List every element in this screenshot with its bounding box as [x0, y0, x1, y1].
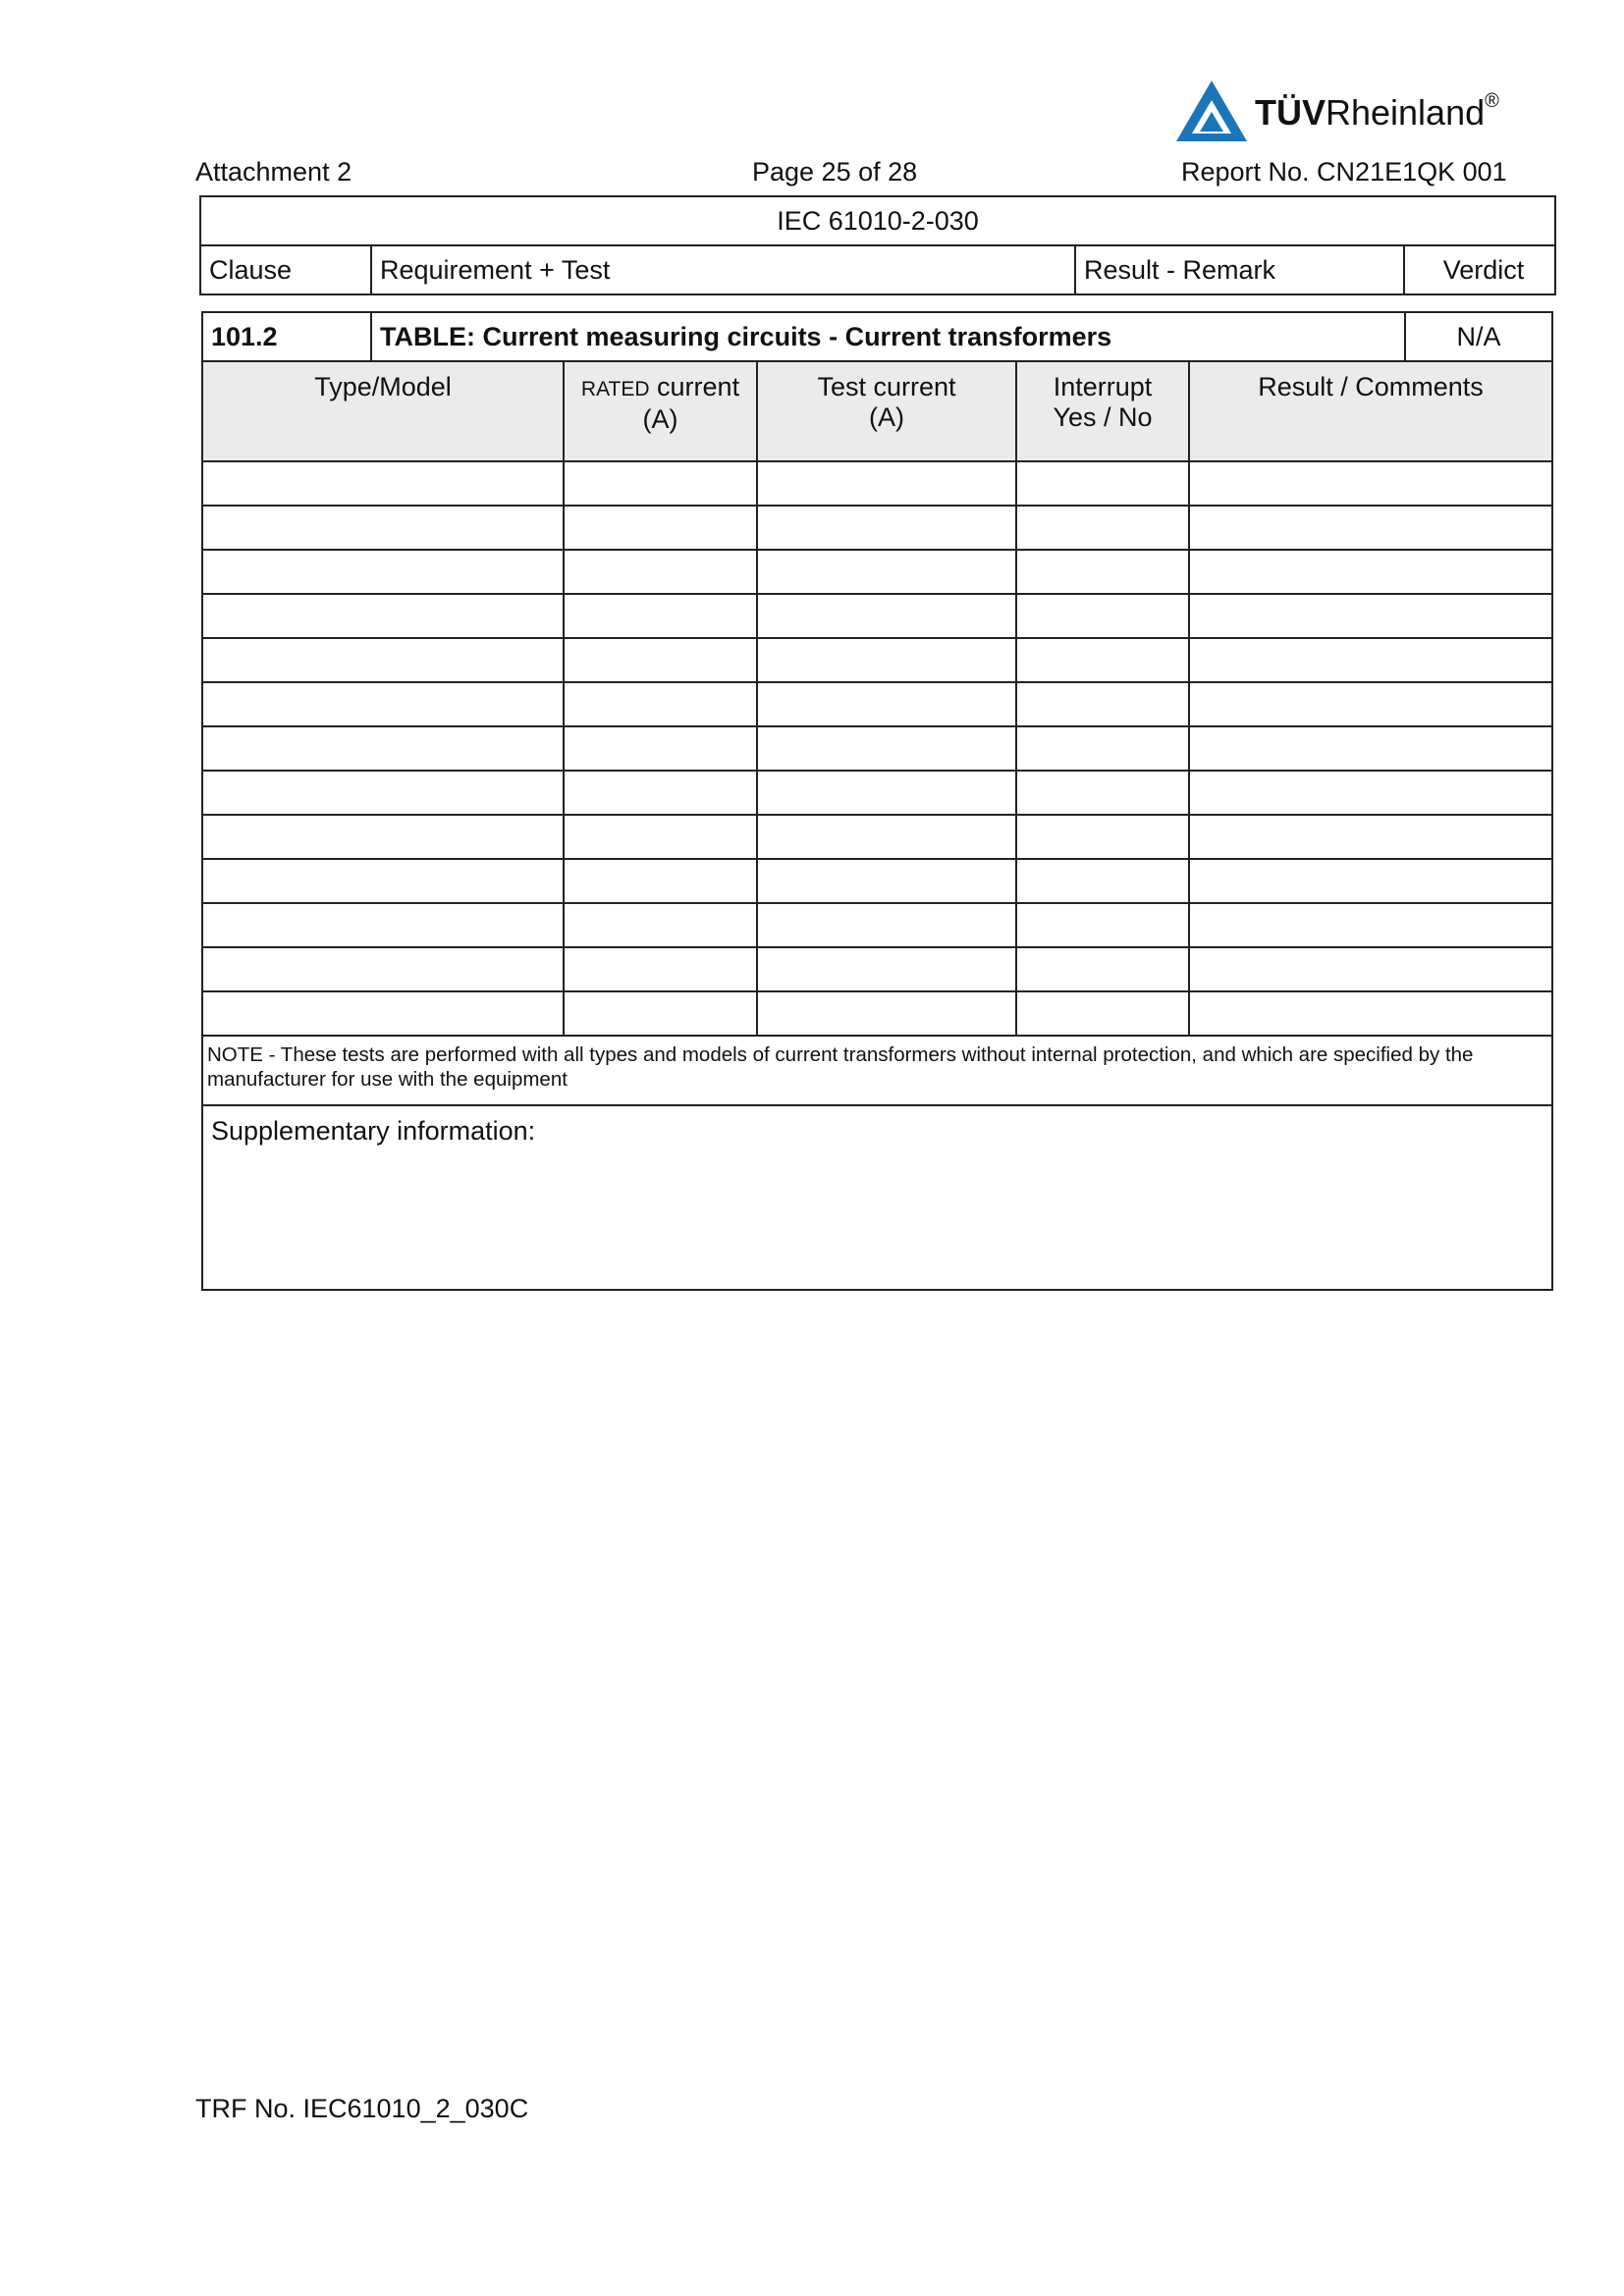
table-row — [202, 903, 1552, 947]
table-cell — [202, 947, 564, 991]
tuv-triangle-icon — [1174, 79, 1249, 143]
table-row — [202, 682, 1552, 726]
logo-wordmark — [1255, 92, 1499, 133]
table-cell — [202, 638, 564, 682]
table-cell — [1189, 815, 1552, 859]
table-cell — [202, 771, 564, 815]
logo-rheinland: Rheinland — [1326, 92, 1486, 133]
table-row — [202, 506, 1552, 550]
header-interrupt — [1016, 361, 1189, 461]
table-cell — [564, 461, 757, 506]
table-cell — [1189, 550, 1552, 594]
col-clause: Clause — [200, 245, 371, 294]
trf-number: TRF No. IEC61010_2_030C — [195, 2094, 529, 2123]
table-cell — [202, 550, 564, 594]
table-row — [202, 815, 1552, 859]
attachment-label: Attachment 2 — [195, 157, 352, 187]
table-cell — [1016, 550, 1189, 594]
table-cell — [1189, 947, 1552, 991]
header-interrupt-options: Yes / No — [1053, 402, 1153, 432]
table-cell — [202, 506, 564, 550]
standard-title: IEC 61010-2-030 — [200, 196, 1555, 245]
table-cell — [1189, 594, 1552, 638]
header-rated-current — [564, 361, 757, 461]
table-cell — [1189, 638, 1552, 682]
current-transformers-table — [201, 311, 1553, 1291]
table-cell — [757, 594, 1016, 638]
report-number: Report No. CN21E1QK 001 — [1181, 157, 1507, 187]
table-cell — [757, 815, 1016, 859]
col-requirement-test: Requirement + Test — [371, 245, 1075, 294]
header-rated-current-label: current — [649, 372, 740, 401]
table-cell — [757, 859, 1016, 903]
table-row — [202, 947, 1552, 991]
table-cell — [757, 771, 1016, 815]
col-verdict: Verdict — [1404, 245, 1555, 294]
header-interrupt-label: Interrupt — [1053, 372, 1153, 401]
header-test-current — [757, 361, 1016, 461]
table-cell — [202, 682, 564, 726]
verdict-value: N/A — [1405, 312, 1552, 361]
table-cell — [202, 815, 564, 859]
table-title: TABLE: Current measuring circuits - Current transformers — [371, 312, 1405, 361]
table-cell — [757, 991, 1016, 1036]
table-cell — [1016, 815, 1189, 859]
table-cell — [564, 859, 757, 903]
table-row — [202, 771, 1552, 815]
table-cell — [1189, 991, 1552, 1036]
table-cell — [757, 506, 1016, 550]
table-cell — [757, 461, 1016, 506]
table-cell — [1016, 903, 1189, 947]
table-cell — [1016, 461, 1189, 506]
table-cell — [1016, 682, 1189, 726]
table-cell — [1016, 594, 1189, 638]
table-cell — [564, 550, 757, 594]
table-cell — [564, 771, 757, 815]
table-cell — [1016, 638, 1189, 682]
logo-tuv: TÜV — [1255, 92, 1326, 133]
table-cell — [202, 859, 564, 903]
table-cell — [564, 506, 757, 550]
table-cell — [202, 594, 564, 638]
supplementary-information: Supplementary information: — [202, 1105, 1552, 1290]
clause-number: 101.2 — [202, 312, 371, 361]
table-cell — [757, 726, 1016, 771]
tuv-rheinland-logo — [1174, 79, 1528, 143]
table-cell — [564, 947, 757, 991]
table-row — [202, 638, 1552, 682]
table-row — [202, 726, 1552, 771]
table-cell — [564, 991, 757, 1036]
header-type-model-label: Type/Model — [314, 372, 452, 401]
table-cell — [757, 682, 1016, 726]
table-cell — [564, 682, 757, 726]
table-cell — [1016, 859, 1189, 903]
table-cell — [564, 726, 757, 771]
table-cell — [1189, 771, 1552, 815]
table-cell — [564, 903, 757, 947]
table-cell — [1016, 726, 1189, 771]
table-cell — [757, 550, 1016, 594]
header-result-comments-label: Result / Comments — [1258, 372, 1484, 401]
table-cell — [202, 991, 564, 1036]
table-cell — [1189, 859, 1552, 903]
header-result-comments — [1189, 361, 1552, 461]
table-cell — [1016, 947, 1189, 991]
header-test-current-label: Test current — [817, 372, 956, 401]
table-cell — [1189, 726, 1552, 771]
table-row — [202, 991, 1552, 1036]
table-cell — [564, 638, 757, 682]
table-row — [202, 550, 1552, 594]
table-cell — [202, 461, 564, 506]
table-row — [202, 859, 1552, 903]
table-row — [202, 461, 1552, 506]
table-cell — [757, 903, 1016, 947]
table-cell — [564, 815, 757, 859]
table-cell — [1189, 506, 1552, 550]
table-cell — [757, 638, 1016, 682]
header-rated-unit: (A) — [642, 404, 678, 434]
col-result-remark: Result - Remark — [1075, 245, 1404, 294]
table-cell — [202, 726, 564, 771]
table-cell — [1016, 506, 1189, 550]
table-cell — [1016, 991, 1189, 1036]
table-note: NOTE - These tests are performed with all types and models of current transformers without internal protection, and which are specified by the manufacturer for use with the equipment — [202, 1036, 1552, 1105]
table-cell — [564, 594, 757, 638]
table-cell — [1016, 771, 1189, 815]
table-cell — [757, 947, 1016, 991]
table-cell — [202, 903, 564, 947]
table-cell — [1189, 903, 1552, 947]
header-rated-label: RATED — [580, 378, 650, 400]
header-type-model — [202, 361, 564, 461]
standard-header-table — [199, 195, 1556, 295]
page-number: Page 25 of 28 — [752, 157, 918, 187]
header-test-unit: (A) — [869, 402, 904, 432]
logo-registered-mark: ® — [1485, 90, 1499, 112]
table-row — [202, 594, 1552, 638]
table-cell — [1189, 461, 1552, 506]
table-cell — [1189, 682, 1552, 726]
